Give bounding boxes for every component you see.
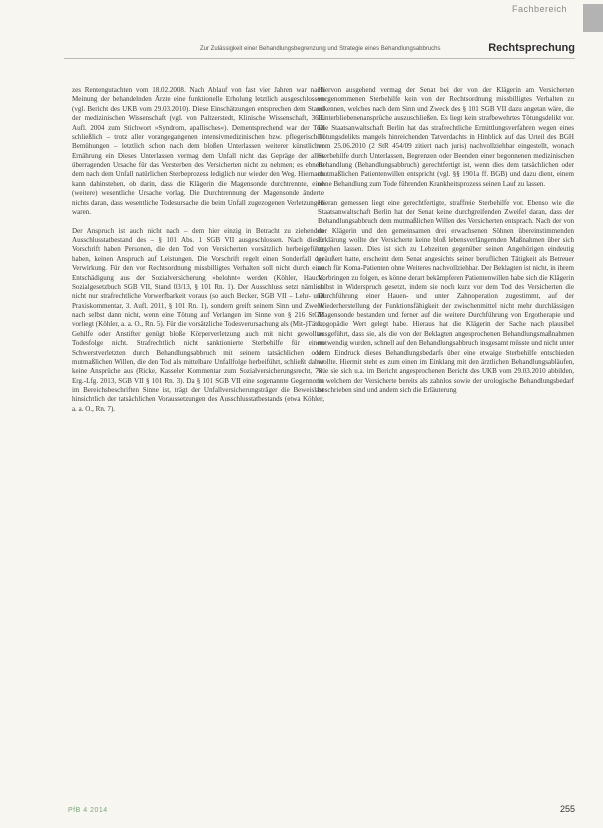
header-title: Rechtsprechung (488, 42, 575, 54)
paragraph: Hiervon ausgehend vermag der Senat bei der von der Klägerin am Versicherten vorgenommenen Sterbehilfe kein von der Rechtsordnung missbilligtes Verhalten zu erkennen, welches nach dem Sinn und Zweck des § 101 SGB VII dazu angetan wäre, die Hinterbliebenenansprüche auszuschließen. Es liegt kein strafbewehrtes Tötungsdelikt vor. Die Staatsanwaltschaft Berlin hat das strafrechtliche Ermittlungsverfahren wegen eines Tötungsdelikts mangels hinreichenden Tatverdachts in Hinblick auf das Urteil des BGH vom 25.06.2010 (2 StR 454/09 zitiert nach juris) nachvollziehbar eingestellt, wonach Sterbehilfe durch Unterlassen, Begrenzen oder Beenden einer begonnenen medizinischen Behandlung (Behandlungsabbruch) gerechtfertigt ist, wenn dies dem tatsächlichen oder mutmaßlichen Patientenwillen entspricht (vgl. §§ 1901a ff. BGB) und dazu dient, einem ohne Behandlung zum Tode führenden Krankheitsprozess seinen Lauf zu lassen. (318, 86, 574, 188)
header-tab (583, 4, 603, 32)
paragraph: Hieran gemessen liegt eine gerechtfertigte, straffreie Sterbehilfe vor. Ebenso wie die Staatsanwaltschaft Berlin hat der Senat keine durchgreifenden Zweifel daran, dass der Behandlungsabbruch dem mutmaßlichen Willen des Versicherten entsprach. Nach der von der Klägerin und den gemeinsamen drei erwachsenen Söhnen übereinstimmenden Erklärung wollte der Versicherte keine bloß lebensverlängernden Maßnahmen über sich ergehen lassen. Dies ist sich zu Lebzeiten gegenüber seinen Angehörigen eindeutig geäußert hatte, erscheint dem Senat angesichts seiner beruflichen Tätigkeit als Betreuer auch für Koma-Patienten ohne Weiteres nachvollziehbar. Der Beklagten ist nicht, in ihrem Vorbringen zu folgen, es könne derart bekämpferen Patientenwillen habe sich die Klägerin selbst in Widerspruch gesetzt, indem sie noch kurz vor dem Tod des Versicherten die Durchführung einer Hauen- und unter Zahnoperation zugestimmt, auf der Wiederherstellung der Funktionsfähigkeit der zwischenmittel nicht mehr durchlässigen Magensonde bestanden und ferner auf die weitere Durchführung von Ergotherapie und Logopädie Wert gelegt habe. Hieraus hat die Klägerin der Sache nach plausibel ausgeführt, dass sie, als die von der Beklagten angesprochenen Behandlungsmaßnahmen notwendig wurden, schnell auf den Behandlungsabbruch insgesamt müsste und nicht unter dem Eindruck dieses Behandlungsbedarfs über eine etwaige Sterbehilfe entschieden wollte. Hiermit steht es zum einen im Einklang mit den ärztlichen Behandlungsabläufen, wie sie sich u.a. im Bericht angesprochenen Bericht des UKB vom 29.03.2010 abbilden, in welchem der Versicherte bereits als zahnlos sowie der urologische Behandlungsbedarf beschrieben sind und andem sich die Erläuterung (318, 198, 574, 395)
paragraph: Der Anspruch ist auch nicht nach – dem hier einzig in Betracht zu ziehenden Ausschlusstatbestand des – § 101 Abs. 1 SGB VII ausgeschlossen. Nach dieser Vorschrift haben Personen, die den Tod von Versicherten vorsätzlich herbeigeführt haben, keinen Anspruch auf Leistungen. Die Vorschrift regelt einen Sonderfall der Verwirkung. Für den vor Rechtsordnung missbilligtes Verhalten soll nicht durch eine Entschädigung aus der Sozialversicherung »belohnt« werden (Köhler, Hauck, Sozialgesetzbuch SGB VII, Stand 03/13, § 101 Rn. 1). Der Ausschluss setzt nämlich nicht nur strafrechtliche Vorwerfbarkeit voraus (so auch Becker, SGB VII – Lehr- und Praxiskommentar, 3. Aufl. 2011, § 101 Rn. 1), sondern greift seinem Sinn und Zweck nach selbst dann nicht, wenn eine Tötung auf Verlangen im Sinne von § 216 StGB vorliegt (Köhler, a. a. O., Rn. 5). Für die vorsätzliche Todesverursachung als (Mit-)Täter, Gehilfe oder Anstifter genügt bloße Körperverletzung auch mit nicht gewollter Todesfolge nicht. Strafrechtlich nicht sanktionierte Sterbehilfe für einen Schwerstverletzten durch Behandlungsabbruch mit seinem tatsächlichen oder mutmaßlichen Willen, die den Tod als mittelbare Unfallfolge herbeiführt, schließt daher keine Ansprüche aus (Ricke, Kasseler Kommentar zum Sozialversicherungsrecht, 78. Erg.-Lfg. 2013, SGB VII § 101 Rn. 3). Da § 101 SGB VII eine sogenannte Gegennorm im Bereichsbeschriften Sinne ist, trägt der Unfallversicherungsträger die Beweislast hinsichtlich der tatsächlichen Voraussetzungen des Ausschlusstatbestands (etwa Köhler, a. a. O., Rn. 7). (72, 226, 324, 413)
footer-issue: PfB 4 2014 (68, 807, 108, 814)
right-column (318, 86, 574, 405)
header-rule (64, 58, 575, 59)
header-subtitle: Zur Zulässigkeit einer Behandlungsbegrenzung und Strategie eines Behandlungsabbruchs (200, 46, 441, 52)
page-number: 255 (559, 804, 575, 814)
left-column (72, 86, 324, 424)
header-section-label: Fachbereich (511, 4, 567, 14)
paragraph: zes Rentengutachten vom 18.02.2008. Nach Ablauf von fast vier Jahren war nach Meinung der behandelnden Ärzte eine funktionelle Erholung letztlich ausgeschlossen (vgl. Bericht des UKB vom 29.03.2010). Diese Einschätzungen entsprechen dem Stand der medizinischen Wissenschaft (vgl. von Paltzerstedt, Klinische Wissenschaft, 360. Aufl. 2004 zum Stichwort »Syndrom, apallisches«). Dementsprechend war der Tod schließlich – trotz aller vorangegangenen intensivmedizinischen bzw. pflegerischen Bemühungen – letztlich schon nach dem bloßen Unterlassen weiterer künstlicher Ernährung ein Dieses Unterlassen vermag dem Unfall nicht das Gepräge der alles überragenden Ursache für das Versterben des Versicherten nicht zu nehmen; es ebnete dem nach dem Unfall natürlichen Sterbeprozess lediglich nur wieder den Weg. Hiernach kann dahinstehen, ob darin, dass die Klägerin die Magensonde durchtrennte, eine (weitere) wesentliche Ursache vorlag. Die Durchtrennung der Magensonde änderte nichts daran, dass wesentliche Todesursache die beim Unfall zugezogenen Verletzungen waren. (72, 86, 324, 216)
